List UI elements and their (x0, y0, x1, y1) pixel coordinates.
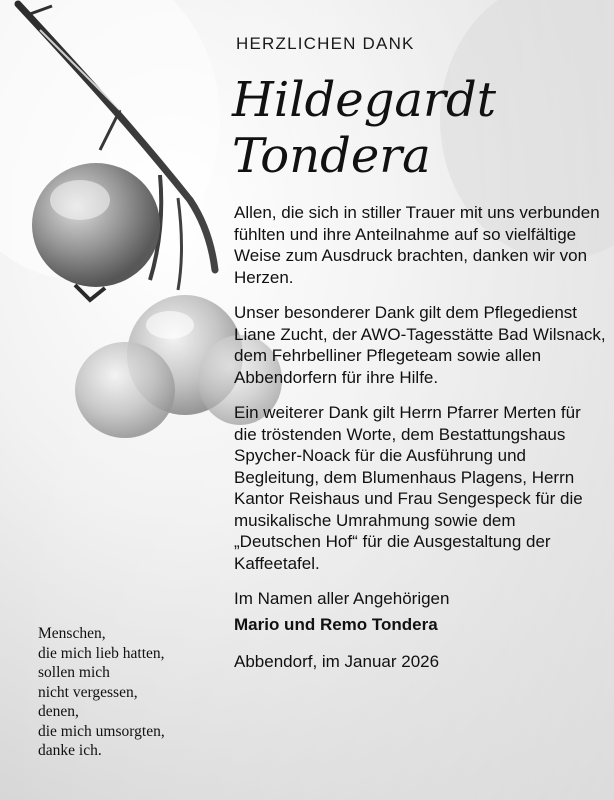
deceased-name (232, 72, 496, 184)
place-and-date: Abbendorf, im Januar 2026 (234, 652, 440, 671)
poem-line: Menschen, (38, 625, 106, 642)
deceased-last-name: Tondera (232, 128, 431, 184)
deceased-first-name: Hildegardt (232, 72, 496, 128)
signature-intro: Im Namen aller Angehörigen (234, 589, 450, 608)
poem-line: nicht vergessen, (38, 683, 138, 701)
thanks-paragraph-1: Allen, die sich in stiller Trauer mit uns verbunden fühlten und ihre Anteilnahme auf so vielfältige Weise zum Ausdruck brachten, danken wir von Herzen. (234, 203, 600, 287)
thanks-paragraph-3: Ein weiterer Dank gilt Herrn Pfarrer Merten für die tröstenden Worte, dem Bestattungshaus Spycher-Noack für die Ausführung und Begleitung, dem Blumenhaus Plagens, Herrn Kantor Reishaus und Frau Sengespeck für die musikalische Umrahmung sowie dem „Deutschen Hof“ für die Ausgestaltung der Kaffeetafel. (234, 403, 583, 573)
poem-line: die mich umsorgten, (38, 722, 165, 740)
signature-block (234, 588, 606, 673)
thanks-paragraph-2: Unser besonderer Dank gilt dem Pflegedienst Liane Zucht, der AWO-Tagesstätte Bad Wilsnack, dem Fehrbelliner Pflegeteam sowie allen Abbendorfern für ihre Hilfe. (234, 303, 606, 387)
poem-line: sollen mich (38, 664, 110, 681)
poem-line: danke ich. (38, 742, 102, 759)
poem-line: die mich lieb hatten, (38, 644, 165, 662)
poem-line: denen, (38, 703, 79, 720)
signers-names: Mario und Remo Tondera (234, 614, 438, 634)
memorial-poem (38, 624, 228, 761)
heading-herzlichen-dank: HERZLICHEN DANK (236, 34, 415, 53)
thank-you-text (234, 202, 606, 673)
